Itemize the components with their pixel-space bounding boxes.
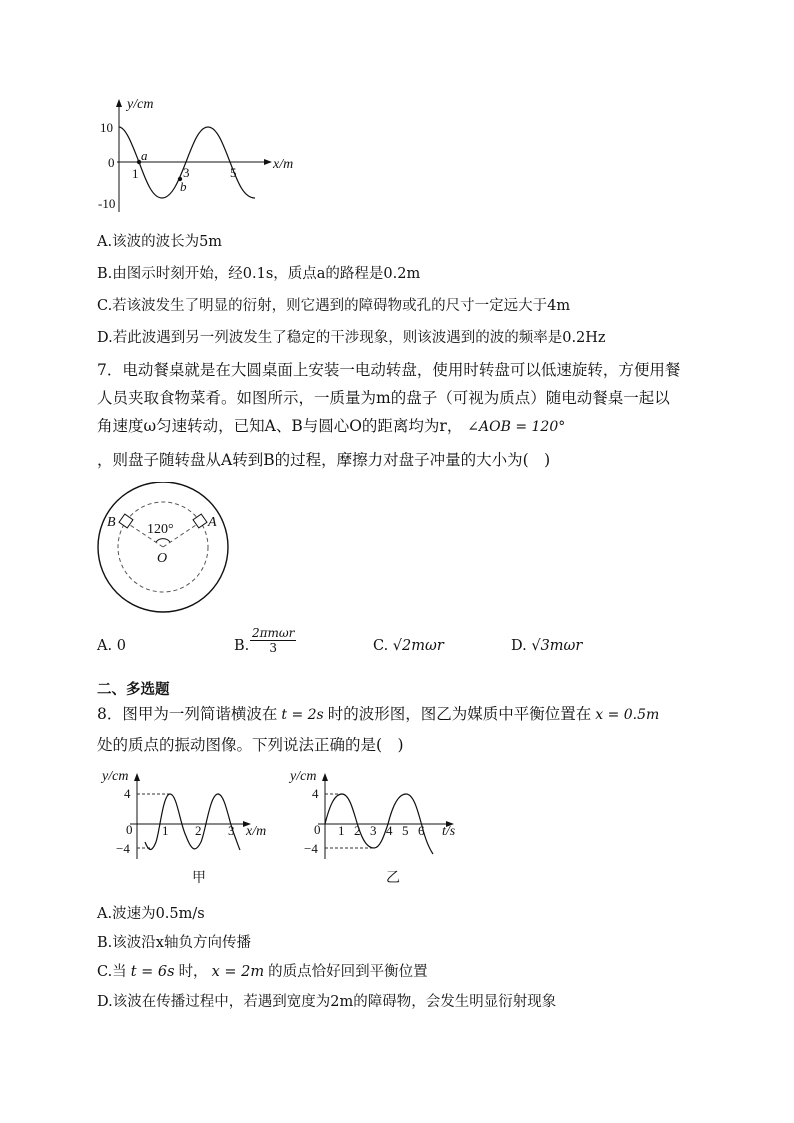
yi-xtick-4: 4	[386, 823, 393, 838]
yi-xtick-5: 5	[402, 823, 409, 838]
q7-option-b-denominator: 3	[269, 641, 278, 655]
q7-angle-expr: ∠AOB = 120°	[467, 419, 566, 435]
jia-xtick-2: 2	[195, 823, 202, 838]
fig1-ytick-neg10: -10	[98, 196, 116, 211]
jia-ylabel: y/cm	[102, 769, 129, 784]
fig1-xtick-3: 3	[183, 165, 190, 180]
turntable-figure	[95, 482, 235, 614]
q7-option-c-prefix: C.	[373, 638, 389, 654]
q8-position-expr: x = 0.5m	[595, 707, 660, 723]
q8-option-b: B.该波沿x轴负方向传播	[97, 935, 251, 951]
fig1-ytick-0: 0	[108, 155, 115, 170]
wave-figure-jia	[100, 764, 280, 889]
q7-text-line-2: 人员夹取食物菜肴。如图所示，一质量为m的盘子（可视为质点）随电动餐桌一起以	[97, 389, 670, 407]
q7-option-c-expr: √2mωr	[392, 638, 444, 654]
section-heading-multiple-choice: 二、多选题	[97, 682, 170, 698]
q8-option-a: A.波速为0.5m/s	[97, 906, 205, 922]
point-a-label: a	[141, 148, 148, 163]
q7-option-d-expr: √3mωr	[531, 638, 583, 654]
q7-option-b-numerator: 2πmωr	[252, 626, 295, 640]
yi-xlabel: t/s	[442, 824, 456, 839]
jia-ytick-4: 4	[124, 786, 131, 801]
angle-label: 120°	[147, 522, 174, 537]
q8-option-c	[97, 962, 428, 982]
q8-line1-a: 8．图甲为一列简谐横波在	[97, 705, 278, 723]
q7-option-b-fraction	[250, 626, 296, 655]
jia-xtick-3: 3	[228, 823, 235, 838]
q7-text-line-1: 7．电动餐桌就是在大圆桌面上安装一电动转盘，使用时转盘可以低速旋转，方便用餐	[97, 361, 681, 379]
fig1-xlabel: x/m	[273, 157, 294, 172]
q8-optc-position: x = 2m	[211, 964, 265, 980]
q6-option-d: D.若此波遇到另一列波发生了稳定的干涉现象，则该波遇到的波的频率是0.2Hz	[97, 330, 606, 346]
jia-ytick-neg4: −4	[116, 841, 130, 856]
wave-figure-q6	[95, 92, 310, 222]
yi-caption: 乙	[386, 871, 400, 886]
q8-optc-time: t = 6s	[130, 964, 175, 980]
q8-text-line-2: 处的质点的振动图像。下列说法正确的是( )	[97, 736, 404, 754]
yi-xtick-6: 6	[418, 823, 425, 838]
q6-option-a: A.该波的波长为5m	[97, 234, 223, 250]
fig1-xtick-5: 5	[230, 165, 237, 180]
q8-time-expr: t = 2s	[281, 707, 324, 723]
q8-option-d: D.该波在传播过程中，若遇到宽度为2m的障碍物，会发生明显衍射现象	[97, 994, 557, 1010]
yi-xtick-2: 2	[354, 823, 361, 838]
yi-ytick-4: 4	[312, 786, 319, 801]
yi-xtick-1: 1	[338, 823, 345, 838]
vibration-figure-yi	[288, 764, 468, 889]
label-b: B	[107, 515, 116, 530]
yi-ylabel: y/cm	[290, 769, 317, 784]
q8-text-line-1	[97, 704, 659, 725]
q7-text-line-3	[97, 416, 565, 437]
q7-option-c	[373, 636, 444, 656]
jia-ytick-0: 0	[126, 822, 133, 837]
q7-option-d	[511, 636, 582, 656]
fig1-ylabel: y/cm	[127, 97, 154, 112]
q7-line3-text: 角速度ω匀速转动，已知A、B与圆心O的距离均为r，	[97, 417, 463, 435]
yi-ytick-0: 0	[314, 822, 321, 837]
q7-option-d-prefix: D.	[511, 638, 527, 654]
label-a: A	[208, 515, 217, 530]
q8-optc-suffix: 的质点恰好回到平衡位置	[268, 964, 428, 980]
angle-arc	[156, 539, 170, 542]
fig1-xtick-1: 1	[132, 166, 139, 181]
q8-optc-prefix: C.当	[97, 964, 127, 980]
q7-option-a: A. 0	[97, 638, 126, 654]
jia-caption: 甲	[192, 871, 206, 886]
point-b-label: b	[180, 179, 187, 194]
q7-text-line-4: ，则盘子随转盘从A转到B的过程，摩擦力对盘子冲量的大小为( )	[97, 451, 551, 469]
q7-option-b-prefix: B.	[234, 638, 250, 654]
yi-xtick-3: 3	[370, 823, 377, 838]
q8-line1-c: 时的波形图，图乙为媒质中平衡位置在	[327, 705, 592, 723]
q6-option-b: B.由图示时刻开始，经0.1s，质点a的路程是0.2m	[97, 266, 421, 282]
jia-wave-curve	[145, 794, 240, 850]
jia-xtick-1: 1	[162, 823, 169, 838]
jia-xlabel: x/m	[246, 824, 267, 839]
yi-ytick-neg4: −4	[304, 841, 318, 856]
label-o: O	[157, 551, 168, 566]
q6-option-c: C.若该波发生了明显的衍射，则它遇到的障碍物或孔的尺寸一定远大于4m	[97, 298, 571, 314]
fig1-ytick-10: 10	[100, 120, 113, 135]
q8-optc-mid: 时，	[178, 964, 208, 980]
